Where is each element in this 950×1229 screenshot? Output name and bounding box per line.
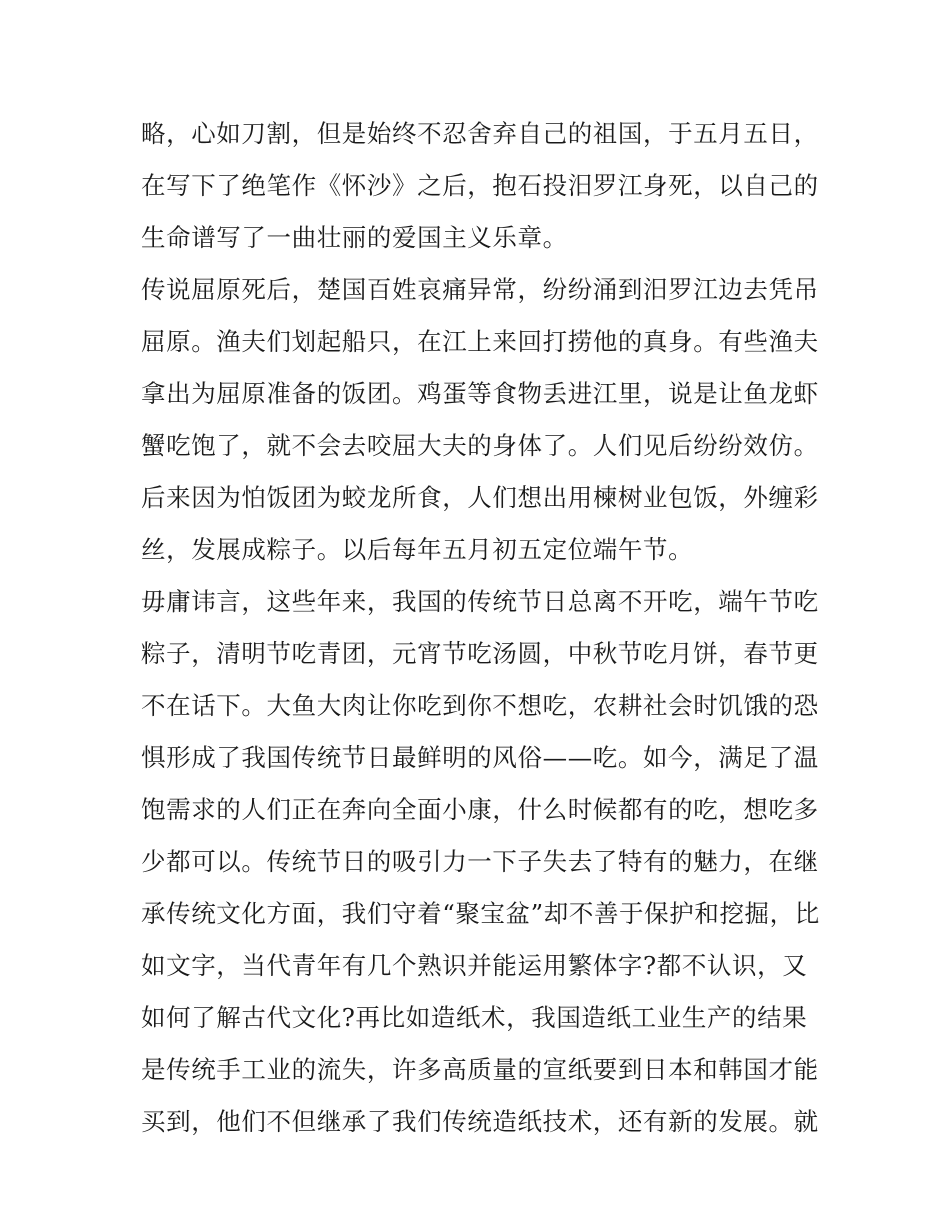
text-line: 拿出为屈原准备的饭团。鸡蛋等食物丢进江里，说是让鱼龙虾 [141, 379, 819, 408]
text-line: 惧形成了我国传统节日最鲜明的风俗——吃。如今，满足了温 [141, 743, 819, 772]
text-line: 粽子，清明节吃青团，元宵节吃汤圆，中秋节吃月饼，春节更 [141, 639, 819, 668]
text-line: 毋庸讳言，这些年来，我国的传统节日总离不开吃，端午节吃 [141, 587, 819, 616]
text-line: 在写下了绝笔作《怀沙》之后，抱石投汨罗江身死，以自己的 [141, 171, 819, 200]
text-line: 传说屈原死后，楚国百姓哀痛异常，纷纷涌到汨罗江边去凭吊 [141, 275, 819, 304]
text-line: 买到，他们不但继承了我们传统造纸技术，还有新的发展。就 [141, 1107, 819, 1136]
text-line: 如文字，当代青年有几个熟识并能运用繁体字?都不认识，又 [141, 951, 808, 980]
text-line: 少都可以。传统节日的吸引力一下子失去了特有的魅力，在继 [141, 847, 819, 876]
text-line: 饱需求的人们正在奔向全面小康，什么时候都有的吃，想吃多 [141, 795, 819, 824]
text-line: 不在话下。大鱼大肉让你吃到你不想吃，农耕社会时饥饿的恐 [141, 691, 819, 720]
text-line: 后来因为怕饭团为蛟龙所食，人们想出用楝树业包饭，外缠彩 [141, 483, 819, 512]
text-line: 承传统文化方面，我们守着“聚宝盆”却不善于保护和挖掘，比 [141, 899, 820, 928]
text-line: 蟹吃饱了，就不会去咬屈大夫的身体了。人们见后纷纷效仿。 [141, 431, 819, 460]
text-line: 是传统手工业的流失，许多高质量的宣纸要到日本和韩国才能 [141, 1055, 819, 1084]
text-line: 如何了解古代文化?再比如造纸术，我国造纸工业生产的结果 [141, 1003, 808, 1032]
text-line: 丝，发展成粽子。以后每年五月初五定位端午节。 [141, 535, 694, 564]
body-text [141, 108, 821, 1148]
text-line: 屈原。渔夫们划起船只，在江上来回打捞他的真身。有些渔夫 [141, 327, 819, 356]
text-line: 略，心如刀割，但是始终不忍舍弃自己的祖国，于五月五日， [141, 119, 819, 148]
text-line: 生命谱写了一曲壮丽的爱国主义乐章。 [141, 223, 568, 252]
